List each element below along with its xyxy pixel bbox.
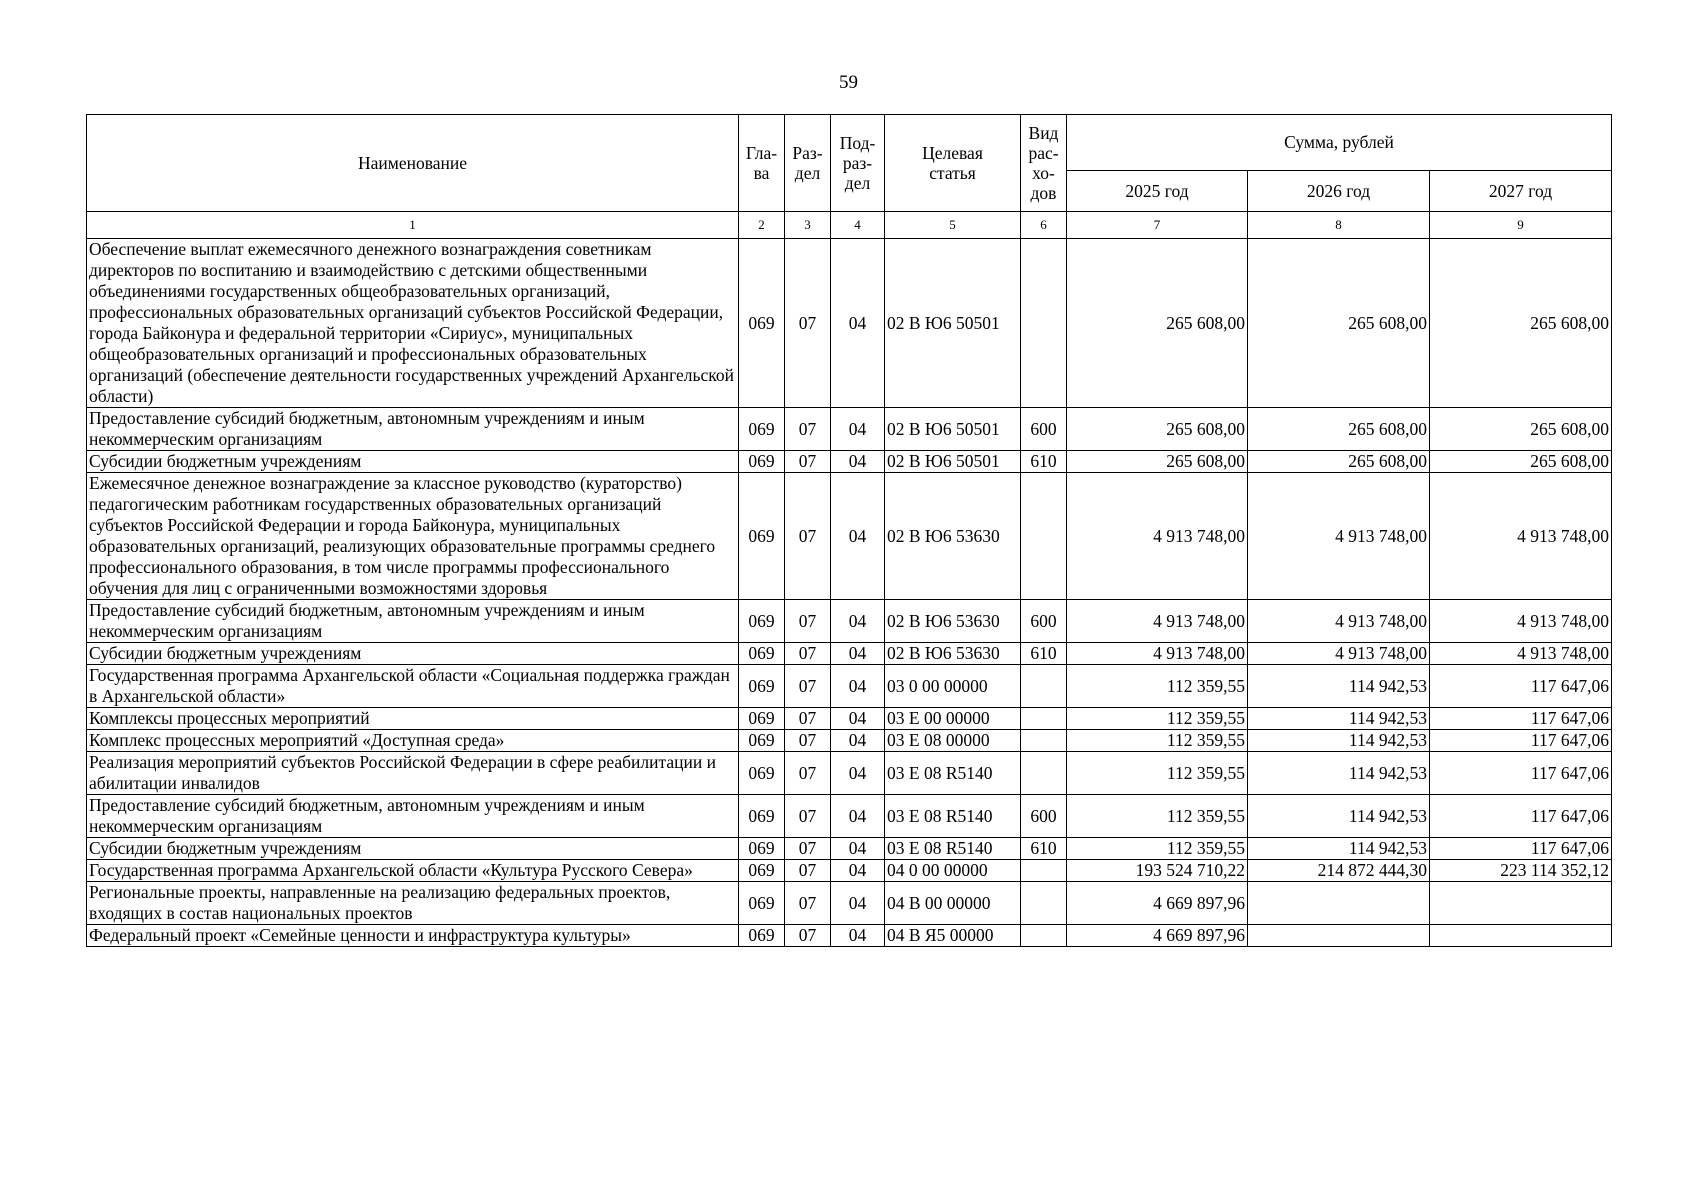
table-row: [87, 838, 1612, 860]
razdel-cell: 07: [785, 708, 831, 730]
amount-2027-cell: 4 913 748,00: [1430, 473, 1612, 600]
table-row: [87, 643, 1612, 665]
razdel-cell: 07: [785, 239, 831, 408]
name-cell: Федеральный проект «Семейные ценности и инфраструктура культуры»: [87, 925, 739, 947]
podrazdel-cell: 04: [831, 451, 885, 473]
amount-2025-cell: 265 608,00: [1067, 408, 1248, 451]
amount-2027-cell: 117 647,06: [1430, 730, 1612, 752]
podrazdel-cell: 04: [831, 795, 885, 838]
podrazdel-cell: 04: [831, 752, 885, 795]
amount-2025-cell: 112 359,55: [1067, 752, 1248, 795]
target-article-cell: 02 В Ю6 53630: [885, 600, 1021, 643]
table-row: [87, 795, 1612, 838]
name-cell: Государственная программа Архангельской области «Социальная поддержка граждан в Архангельской области»: [87, 665, 739, 708]
amount-2027-cell: 117 647,06: [1430, 795, 1612, 838]
amount-2026-cell: [1248, 925, 1430, 947]
amount-2026-cell: 114 942,53: [1248, 752, 1430, 795]
name-cell: Реализация мероприятий субъектов Российской Федерации в сфере реабилитации и абилитации инвалидов: [87, 752, 739, 795]
target-article-cell: 04 0 00 00000: [885, 860, 1021, 882]
amount-2025-cell: 265 608,00: [1067, 451, 1248, 473]
amount-2026-cell: 265 608,00: [1248, 451, 1430, 473]
razdel-cell: 07: [785, 925, 831, 947]
glava-cell: 069: [739, 643, 785, 665]
amount-2026-cell: 265 608,00: [1248, 239, 1430, 408]
table-row: [87, 708, 1612, 730]
table-body: [87, 239, 1612, 947]
expense-type-cell: [1021, 752, 1067, 795]
expense-type-cell: 600: [1021, 600, 1067, 643]
amount-2027-cell: 4 913 748,00: [1430, 600, 1612, 643]
razdel-cell: 07: [785, 838, 831, 860]
glava-cell: 069: [739, 600, 785, 643]
podrazdel-cell: 04: [831, 600, 885, 643]
table-row: [87, 239, 1612, 408]
razdel-cell: 07: [785, 752, 831, 795]
column-number-row: [87, 212, 1612, 239]
razdel-cell: 07: [785, 860, 831, 882]
target-article-cell: 03 Е 08 R5140: [885, 795, 1021, 838]
column-number-cell: 9: [1430, 212, 1612, 239]
target-article-cell: 03 Е 08 00000: [885, 730, 1021, 752]
razdel-cell: 07: [785, 730, 831, 752]
amount-2026-cell: 265 608,00: [1248, 408, 1430, 451]
amount-2027-cell: 265 608,00: [1430, 408, 1612, 451]
razdel-cell: 07: [785, 600, 831, 643]
table-row: [87, 600, 1612, 643]
amount-2026-cell: 114 942,53: [1248, 838, 1430, 860]
page-number: 59: [839, 72, 858, 93]
target-article-cell: 03 Е 00 00000: [885, 708, 1021, 730]
header-target: Целевая статья: [885, 115, 1021, 212]
amount-2026-cell: 4 913 748,00: [1248, 643, 1430, 665]
amount-2025-cell: 4 669 897,96: [1067, 882, 1248, 925]
razdel-cell: 07: [785, 795, 831, 838]
expense-type-cell: 610: [1021, 838, 1067, 860]
amount-2027-cell: 117 647,06: [1430, 708, 1612, 730]
glava-cell: 069: [739, 795, 785, 838]
name-cell: Ежемесячное денежное вознаграждение за классное руководство (кураторство) педагогическим работникам государственных образовательных организаций субъектов Российской Федерации и города Байконура, муниципальных образовательных организаций, реализующих образовательные программы среднего профессионального образования, в том числе программы профессионального обучения для лиц с ограниченными возможностями здоровья: [87, 473, 739, 600]
glava-cell: 069: [739, 408, 785, 451]
expense-type-cell: [1021, 708, 1067, 730]
amount-2026-cell: 4 913 748,00: [1248, 600, 1430, 643]
expense-type-cell: 610: [1021, 643, 1067, 665]
amount-2026-cell: 114 942,53: [1248, 730, 1430, 752]
glava-cell: 069: [739, 752, 785, 795]
name-cell: Государственная программа Архангельской области «Культура Русского Севера»: [87, 860, 739, 882]
amount-2026-cell: 114 942,53: [1248, 665, 1430, 708]
name-cell: Региональные проекты, направленные на реализацию федеральных проектов, входящих в состав национальных проектов: [87, 882, 739, 925]
glava-cell: 069: [739, 730, 785, 752]
column-number-cell: 6: [1021, 212, 1067, 239]
header-podrazdel: Под- раз- дел: [831, 115, 885, 212]
glava-cell: 069: [739, 838, 785, 860]
amount-2027-cell: 117 647,06: [1430, 838, 1612, 860]
expense-type-cell: 610: [1021, 451, 1067, 473]
amount-2027-cell: 4 913 748,00: [1430, 643, 1612, 665]
amount-2025-cell: 265 608,00: [1067, 239, 1248, 408]
name-cell: Комплекс процессных мероприятий «Доступная среда»: [87, 730, 739, 752]
podrazdel-cell: 04: [831, 408, 885, 451]
amount-2025-cell: 112 359,55: [1067, 795, 1248, 838]
table-row: [87, 925, 1612, 947]
amount-2025-cell: 112 359,55: [1067, 708, 1248, 730]
target-article-cell: 02 В Ю6 53630: [885, 473, 1021, 600]
table-row: [87, 665, 1612, 708]
amount-2027-cell: 223 114 352,12: [1430, 860, 1612, 882]
header-name: Наименование: [87, 115, 739, 212]
expense-type-cell: [1021, 665, 1067, 708]
amount-2025-cell: 193 524 710,22: [1067, 860, 1248, 882]
target-article-cell: 03 0 00 00000: [885, 665, 1021, 708]
podrazdel-cell: 04: [831, 239, 885, 408]
target-article-cell: 02 В Ю6 50501: [885, 239, 1021, 408]
amount-2025-cell: 4 913 748,00: [1067, 600, 1248, 643]
table-row: [87, 730, 1612, 752]
header-razdel: Раз- дел: [785, 115, 831, 212]
column-number-cell: 2: [739, 212, 785, 239]
table-row: [87, 408, 1612, 451]
expense-type-cell: 600: [1021, 795, 1067, 838]
amount-2027-cell: [1430, 925, 1612, 947]
amount-2026-cell: 114 942,53: [1248, 795, 1430, 838]
expense-type-cell: [1021, 925, 1067, 947]
target-article-cell: 03 Е 08 R5140: [885, 838, 1021, 860]
podrazdel-cell: 04: [831, 838, 885, 860]
header-summa: Сумма, рублей: [1067, 115, 1612, 171]
glava-cell: 069: [739, 708, 785, 730]
amount-2025-cell: 112 359,55: [1067, 665, 1248, 708]
amount-2027-cell: 117 647,06: [1430, 665, 1612, 708]
expense-type-cell: [1021, 730, 1067, 752]
podrazdel-cell: 04: [831, 473, 885, 600]
column-number-cell: 3: [785, 212, 831, 239]
podrazdel-cell: 04: [831, 925, 885, 947]
glava-cell: 069: [739, 882, 785, 925]
header-year-2025: 2025 год: [1067, 171, 1248, 212]
expense-type-cell: [1021, 860, 1067, 882]
amount-2025-cell: 4 913 748,00: [1067, 473, 1248, 600]
name-cell: Предоставление субсидий бюджетным, автономным учреждениям и иным некоммерческим организациям: [87, 408, 739, 451]
podrazdel-cell: 04: [831, 708, 885, 730]
amount-2025-cell: 112 359,55: [1067, 838, 1248, 860]
table-row: [87, 860, 1612, 882]
amount-2027-cell: [1430, 882, 1612, 925]
name-cell: Субсидии бюджетным учреждениям: [87, 838, 739, 860]
glava-cell: 069: [739, 925, 785, 947]
target-article-cell: 03 Е 08 R5140: [885, 752, 1021, 795]
razdel-cell: 07: [785, 408, 831, 451]
column-number-cell: 7: [1067, 212, 1248, 239]
target-article-cell: 02 В Ю6 50501: [885, 451, 1021, 473]
table-row: [87, 752, 1612, 795]
name-cell: Предоставление субсидий бюджетным, автономным учреждениям и иным некоммерческим организациям: [87, 795, 739, 838]
amount-2025-cell: 4 669 897,96: [1067, 925, 1248, 947]
glava-cell: 069: [739, 239, 785, 408]
amount-2026-cell: 4 913 748,00: [1248, 473, 1430, 600]
expense-type-cell: [1021, 473, 1067, 600]
target-article-cell: 04 В 00 00000: [885, 882, 1021, 925]
expense-type-cell: [1021, 239, 1067, 408]
glava-cell: 069: [739, 665, 785, 708]
expense-type-cell: 600: [1021, 408, 1067, 451]
podrazdel-cell: 04: [831, 730, 885, 752]
amount-2025-cell: 112 359,55: [1067, 730, 1248, 752]
table-row: [87, 882, 1612, 925]
amount-2027-cell: 117 647,06: [1430, 752, 1612, 795]
target-article-cell: 04 В Я5 00000: [885, 925, 1021, 947]
header-year-2026: 2026 год: [1248, 171, 1430, 212]
column-number-cell: 4: [831, 212, 885, 239]
amount-2026-cell: 214 872 444,30: [1248, 860, 1430, 882]
amount-2026-cell: [1248, 882, 1430, 925]
target-article-cell: 02 В Ю6 53630: [885, 643, 1021, 665]
table-row: [87, 451, 1612, 473]
podrazdel-cell: 04: [831, 643, 885, 665]
amount-2025-cell: 4 913 748,00: [1067, 643, 1248, 665]
target-article-cell: 02 В Ю6 50501: [885, 408, 1021, 451]
podrazdel-cell: 04: [831, 882, 885, 925]
header-glava: Гла- ва: [739, 115, 785, 212]
razdel-cell: 07: [785, 451, 831, 473]
amount-2027-cell: 265 608,00: [1430, 451, 1612, 473]
name-cell: Предоставление субсидий бюджетным, автономным учреждениям и иным некоммерческим организациям: [87, 600, 739, 643]
razdel-cell: 07: [785, 473, 831, 600]
podrazdel-cell: 04: [831, 665, 885, 708]
column-number-cell: 8: [1248, 212, 1430, 239]
glava-cell: 069: [739, 860, 785, 882]
column-number-cell: 1: [87, 212, 739, 239]
header-vid: Вид рас- хо- дов: [1021, 115, 1067, 212]
expense-type-cell: [1021, 882, 1067, 925]
glava-cell: 069: [739, 451, 785, 473]
amount-2027-cell: 265 608,00: [1430, 239, 1612, 408]
name-cell: Субсидии бюджетным учреждениям: [87, 643, 739, 665]
podrazdel-cell: 04: [831, 860, 885, 882]
glava-cell: 069: [739, 473, 785, 600]
razdel-cell: 07: [785, 643, 831, 665]
table-row: [87, 473, 1612, 600]
name-cell: Субсидии бюджетным учреждениям: [87, 451, 739, 473]
column-number-cell: 5: [885, 212, 1021, 239]
name-cell: Обеспечение выплат ежемесячного денежного вознаграждения советникам директоров по воспитанию и взаимодействию с детскими общественными объединениями государственных общеобразовательных организаций, профессиональных образовательных организаций субъектов Российской Федерации, города Байконура и федеральной территории «Сириус», муниципальных общеобразовательных организаций и профессиональных образовательных организаций (обеспечение деятельности государственных учреждений Архангельской области): [87, 239, 739, 408]
table-header: [87, 115, 1612, 239]
amount-2026-cell: 114 942,53: [1248, 708, 1430, 730]
name-cell: Комплексы процессных мероприятий: [87, 708, 739, 730]
budget-table: [86, 114, 1612, 947]
razdel-cell: 07: [785, 665, 831, 708]
razdel-cell: 07: [785, 882, 831, 925]
header-year-2027: 2027 год: [1430, 171, 1612, 212]
